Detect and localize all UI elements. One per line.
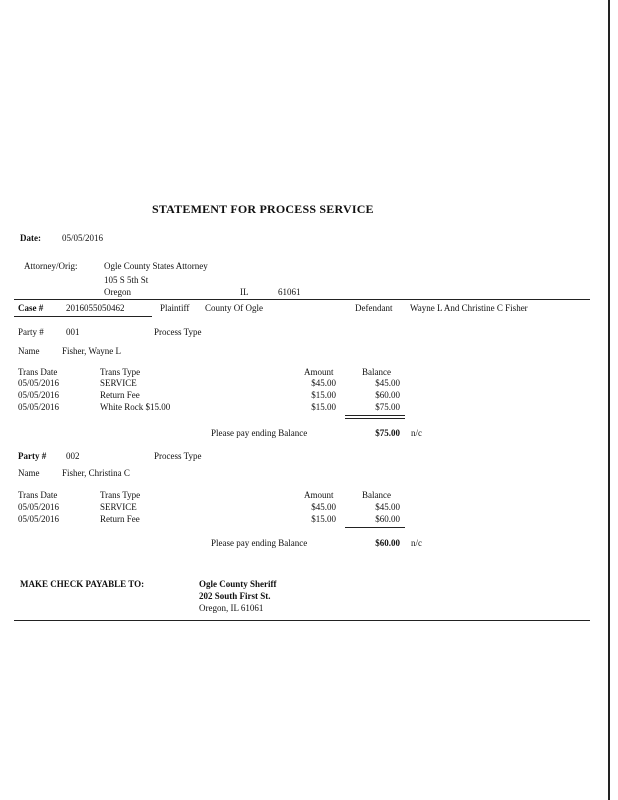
row-date: 05/05/2016 [18, 514, 60, 524]
attorney-state: IL [240, 287, 249, 297]
pay-ending-balance-label: Please pay ending Balance [211, 538, 308, 548]
balance-underline [345, 415, 405, 416]
date-label: Date: [20, 233, 41, 243]
row-amount: $15.00 [311, 514, 336, 524]
balance-suffix: n/c [411, 538, 422, 548]
date-value: 05/05/2016 [62, 233, 104, 243]
row-date: 05/05/2016 [18, 378, 60, 388]
process-type-label: Process Type [154, 327, 202, 337]
row-balance: $60.00 [375, 390, 400, 400]
defendant-label: Defendant [355, 303, 393, 313]
row-type: White Rock $15.00 [100, 402, 171, 412]
row-type: Return Fee [100, 390, 140, 400]
row-amount: $45.00 [311, 502, 336, 512]
col-trans-date: Trans Date [18, 367, 58, 377]
plaintiff-name: County Of Ogle [205, 303, 263, 313]
col-trans-type: Trans Type [100, 490, 141, 500]
pay-ending-balance-label: Please pay ending Balance [211, 428, 308, 438]
row-balance: $60.00 [375, 514, 400, 524]
balance-double-underline [345, 418, 405, 419]
row-date: 05/05/2016 [18, 390, 60, 400]
case-divider-bottom [14, 316, 152, 317]
attorney-city: Oregon [104, 287, 131, 297]
footer-divider [14, 620, 590, 621]
payable-city: Oregon, IL 61061 [199, 603, 264, 613]
defendant-name: Wayne L And Christine C Fisher [410, 303, 528, 313]
row-date: 05/05/2016 [18, 402, 60, 412]
attorney-zip: 61061 [278, 287, 301, 297]
case-divider-top [14, 299, 590, 300]
ending-balance: $60.00 [375, 538, 400, 548]
party-number: 002 [66, 451, 80, 461]
name-label: Name [18, 468, 40, 478]
name-label: Name [18, 346, 40, 356]
balance-suffix: n/c [411, 428, 422, 438]
right-edge-border [608, 0, 610, 800]
ending-balance: $75.00 [375, 428, 400, 438]
col-balance: Balance [362, 367, 391, 377]
payable-street: 202 South First St. [199, 591, 271, 601]
payable-name: Ogle County Sheriff [199, 579, 277, 589]
party-name: Fisher, Wayne L [62, 346, 121, 356]
row-balance: $45.00 [375, 378, 400, 388]
row-amount: $15.00 [311, 402, 336, 412]
row-balance: $45.00 [375, 502, 400, 512]
row-date: 05/05/2016 [18, 502, 60, 512]
plaintiff-label: Plaintiff [160, 303, 190, 313]
row-balance: $75.00 [375, 402, 400, 412]
party-label: Party # [18, 451, 47, 461]
row-type: SERVICE [100, 502, 137, 512]
payable-label: MAKE CHECK PAYABLE TO: [20, 579, 145, 589]
col-amount: Amount [304, 490, 334, 500]
balance-underline [345, 527, 405, 528]
row-amount: $45.00 [311, 378, 336, 388]
case-number: 2016055050462 [66, 303, 125, 313]
attorney-street: 105 S 5th St [104, 275, 149, 285]
document-title: STATEMENT FOR PROCESS SERVICE [152, 202, 374, 216]
row-type: SERVICE [100, 378, 137, 388]
attorney-label: Attorney/Orig: [24, 261, 78, 271]
col-trans-type: Trans Type [100, 367, 141, 377]
col-trans-date: Trans Date [18, 490, 58, 500]
col-balance: Balance [362, 490, 391, 500]
row-type: Return Fee [100, 514, 140, 524]
party-label: Party # [18, 327, 44, 337]
party-name: Fisher, Christina C [62, 468, 130, 478]
col-amount: Amount [304, 367, 334, 377]
process-type-label: Process Type [154, 451, 202, 461]
row-amount: $15.00 [311, 390, 336, 400]
case-label: Case # [18, 303, 44, 313]
party-number: 001 [66, 327, 80, 337]
attorney-name: Ogle County States Attorney [104, 261, 208, 271]
